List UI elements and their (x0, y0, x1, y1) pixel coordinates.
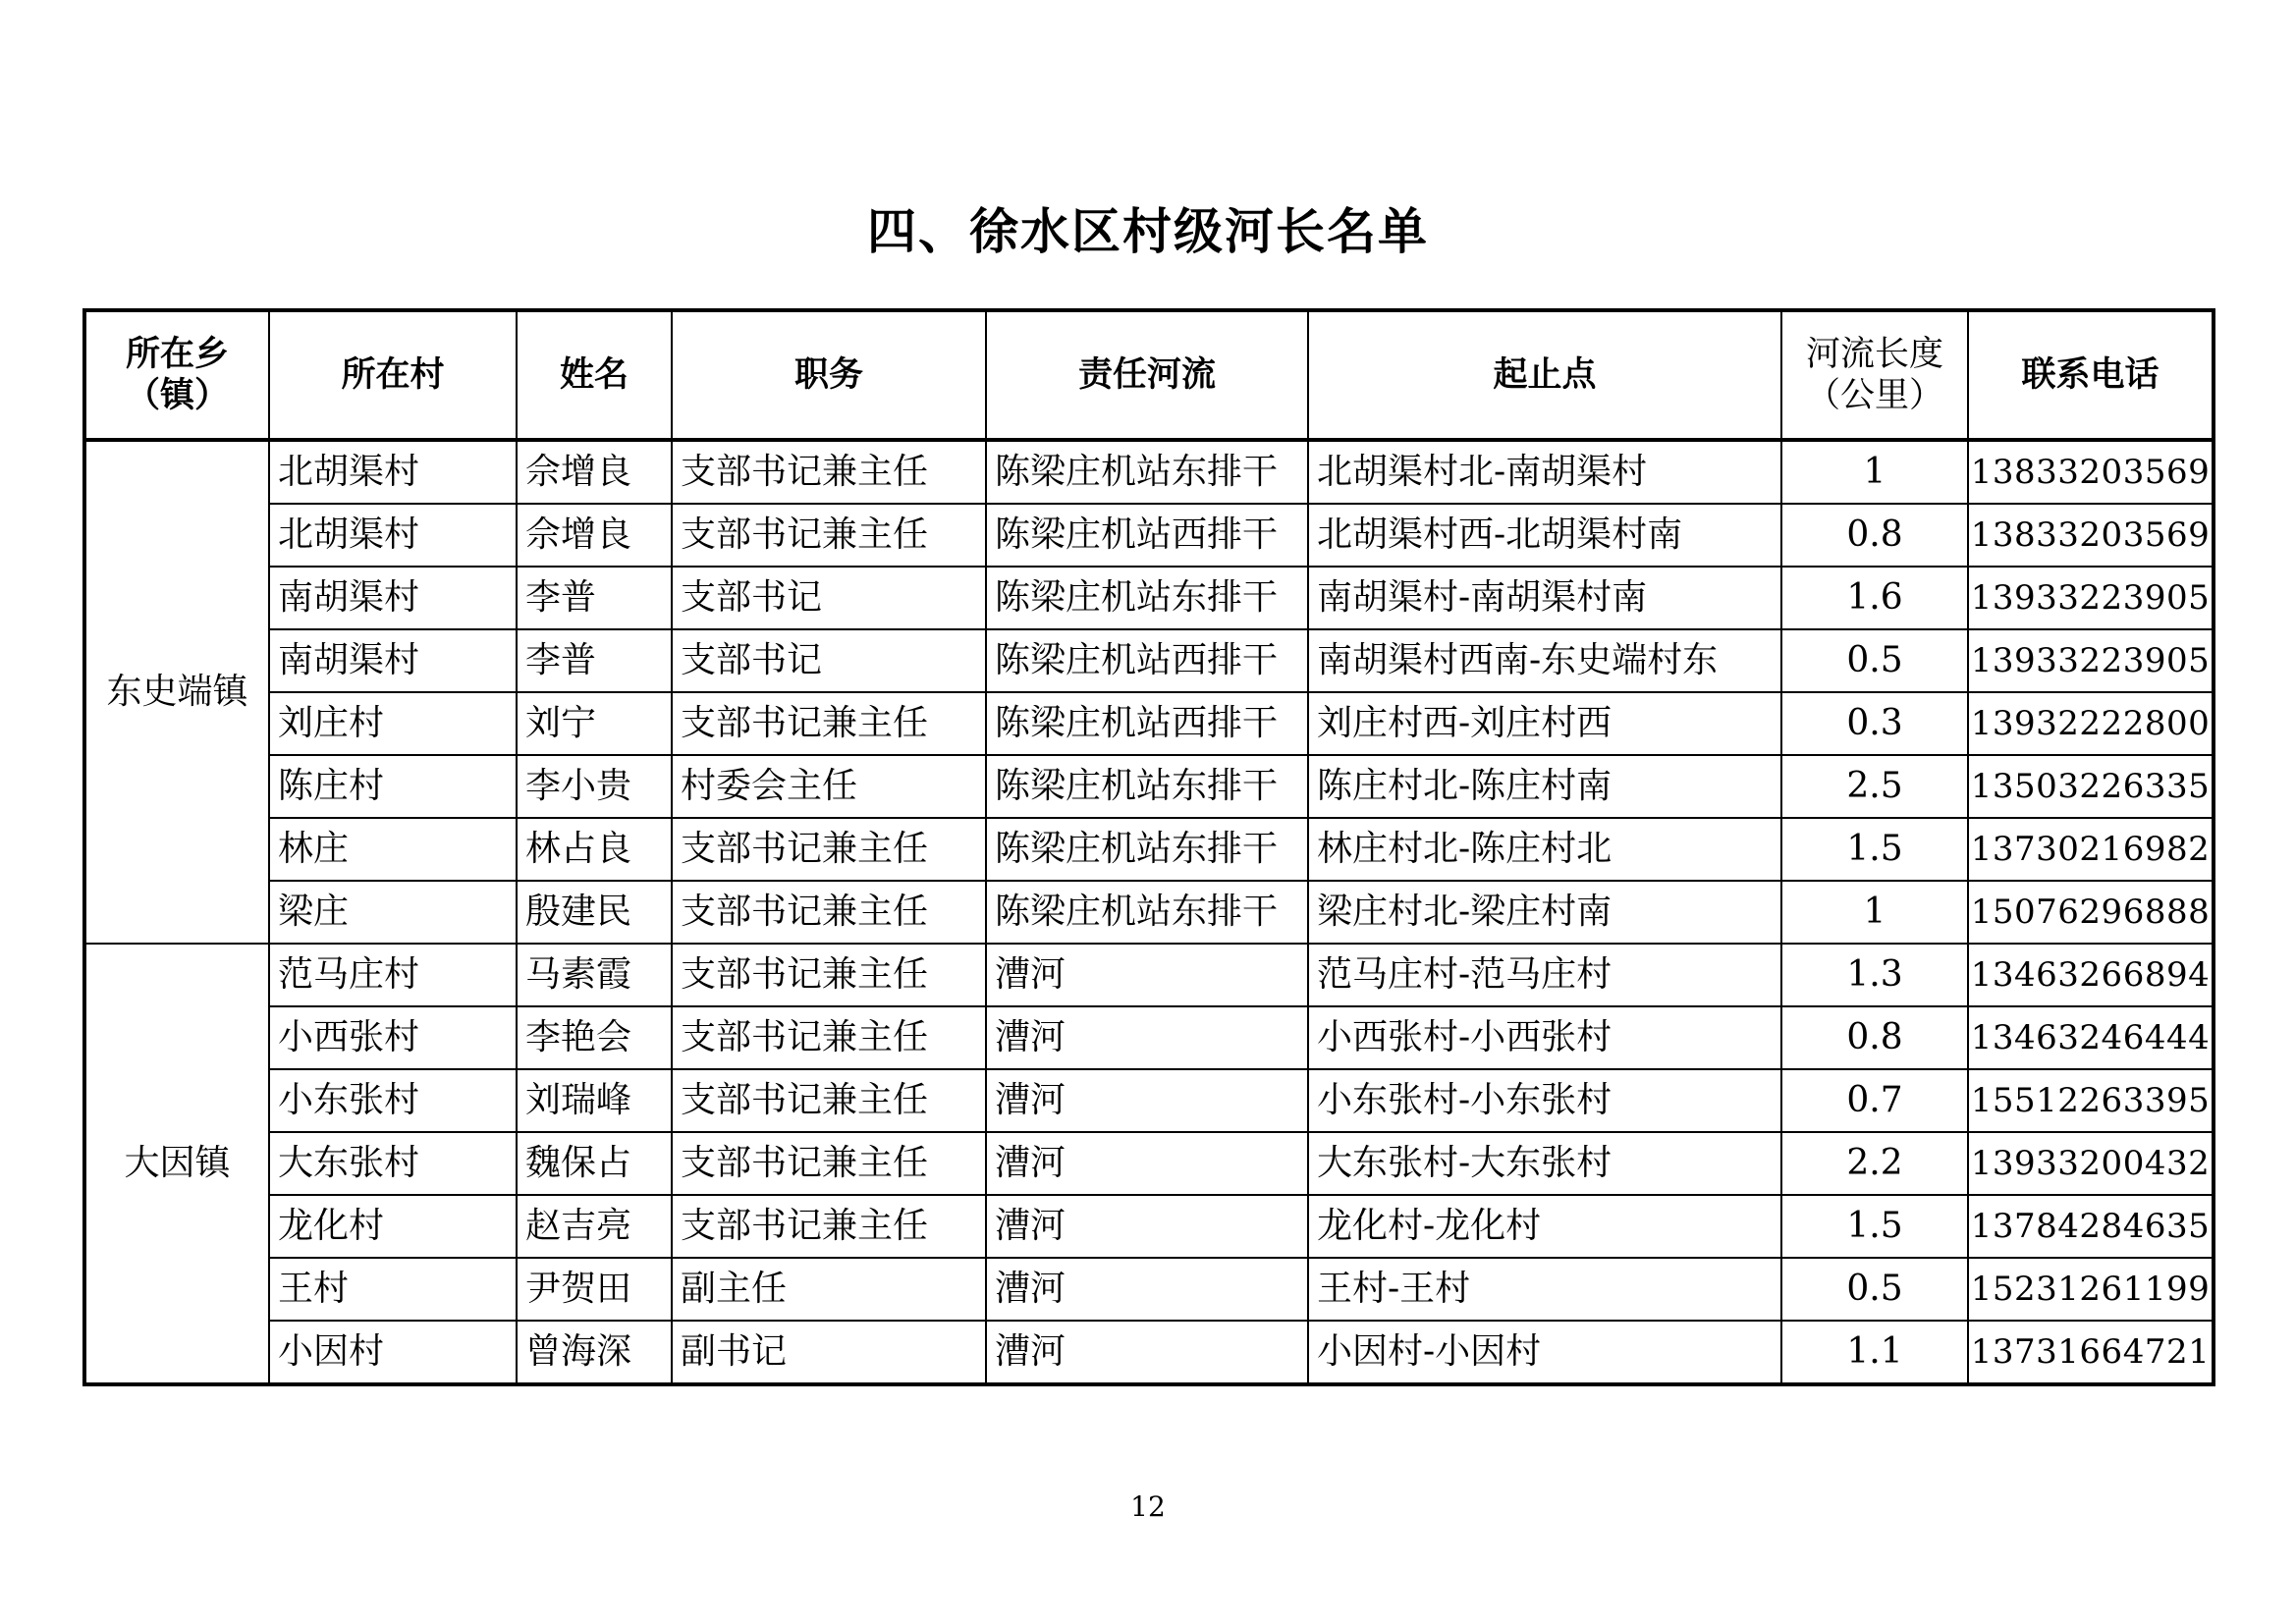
table-row (84, 818, 2214, 881)
cell-length: 0.5 (1781, 1258, 1968, 1321)
header-township-line1: 所在乡 (125, 335, 229, 374)
cell-start-end: 北胡渠村西-北胡渠村南 (1308, 504, 1781, 567)
cell-position: 支部书记兼主任 (672, 1069, 986, 1132)
table-row (84, 1132, 2214, 1195)
header-length (1781, 310, 1968, 440)
cell-position: 支部书记 (672, 567, 986, 629)
cell-phone: 15512263395 (1968, 1069, 2214, 1132)
cell-river: 陈梁庄机站东排干 (986, 881, 1308, 944)
cell-length: 1 (1781, 881, 1968, 944)
river-chief-table (82, 308, 2215, 1386)
cell-start-end: 小东张村-小东张村 (1308, 1069, 1781, 1132)
cell-village: 陈庄村 (269, 755, 517, 818)
cell-position: 支部书记 (672, 629, 986, 692)
cell-start-end: 大东张村-大东张村 (1308, 1132, 1781, 1195)
header-phone: 联系电话 (1968, 310, 2214, 440)
table-row (84, 629, 2214, 692)
cell-length: 1.6 (1781, 567, 1968, 629)
cell-start-end: 小西张村-小西张村 (1308, 1006, 1781, 1069)
cell-name: 林占良 (517, 818, 672, 881)
cell-position: 副书记 (672, 1321, 986, 1384)
cell-start-end: 林庄村北-陈庄村北 (1308, 818, 1781, 881)
page-title: 四、徐水区村级河长名单 (867, 203, 1429, 260)
cell-river: 陈梁庄机站东排干 (986, 755, 1308, 818)
table-row (84, 1258, 2214, 1321)
cell-phone: 15231261199 (1968, 1258, 2214, 1321)
cell-start-end: 小因村-小因村 (1308, 1321, 1781, 1384)
header-position: 职务 (672, 310, 986, 440)
table-row (84, 1069, 2214, 1132)
cell-start-end: 范马庄村-范马庄村 (1308, 944, 1781, 1006)
cell-river: 漕河 (986, 1069, 1308, 1132)
cell-phone: 13933200432 (1968, 1132, 2214, 1195)
cell-phone: 13833203569 (1968, 440, 2214, 504)
cell-name: 佘增良 (517, 504, 672, 567)
cell-start-end: 北胡渠村北-南胡渠村 (1308, 440, 1781, 504)
cell-phone: 13463246444 (1968, 1006, 2214, 1069)
cell-village: 小西张村 (269, 1006, 517, 1069)
cell-village: 范马庄村 (269, 944, 517, 1006)
cell-start-end: 南胡渠村-南胡渠村南 (1308, 567, 1781, 629)
cell-river: 陈梁庄机站西排干 (986, 629, 1308, 692)
cell-start-end: 梁庄村北-梁庄村南 (1308, 881, 1781, 944)
cell-position: 支部书记兼主任 (672, 504, 986, 567)
cell-length: 0.8 (1781, 1006, 1968, 1069)
cell-length: 2.5 (1781, 755, 1968, 818)
cell-village: 小因村 (269, 1321, 517, 1384)
table-row (84, 1195, 2214, 1258)
cell-village: 梁庄 (269, 881, 517, 944)
cell-village: 南胡渠村 (269, 567, 517, 629)
header-length-line2: （公里） (1805, 376, 1943, 415)
cell-river: 漕河 (986, 1258, 1308, 1321)
header-name: 姓名 (517, 310, 672, 440)
cell-village: 龙化村 (269, 1195, 517, 1258)
table-header-row (84, 310, 2214, 440)
header-township (84, 310, 269, 440)
cell-name: 刘瑞峰 (517, 1069, 672, 1132)
cell-river: 漕河 (986, 1195, 1308, 1258)
cell-river: 陈梁庄机站西排干 (986, 504, 1308, 567)
cell-start-end: 王村-王村 (1308, 1258, 1781, 1321)
cell-village: 林庄 (269, 818, 517, 881)
cell-length: 0.8 (1781, 504, 1968, 567)
cell-name: 殷建民 (517, 881, 672, 944)
cell-name: 尹贺田 (517, 1258, 672, 1321)
table-row (84, 440, 2214, 504)
cell-phone: 13730216982 (1968, 818, 2214, 881)
table-row (84, 504, 2214, 567)
cell-position: 支部书记兼主任 (672, 692, 986, 755)
cell-name: 李小贵 (517, 755, 672, 818)
cell-village: 北胡渠村 (269, 504, 517, 567)
cell-village: 刘庄村 (269, 692, 517, 755)
cell-position: 支部书记兼主任 (672, 1132, 986, 1195)
cell-name: 李普 (517, 567, 672, 629)
cell-position: 支部书记兼主任 (672, 1006, 986, 1069)
cell-river: 漕河 (986, 1132, 1308, 1195)
cell-length: 0.5 (1781, 629, 1968, 692)
cell-position: 支部书记兼主任 (672, 881, 986, 944)
cell-river: 漕河 (986, 1321, 1308, 1384)
cell-river: 漕河 (986, 1006, 1308, 1069)
cell-length: 1.5 (1781, 1195, 1968, 1258)
table-row (84, 755, 2214, 818)
header-river: 责任河流 (986, 310, 1308, 440)
cell-phone: 15076296888 (1968, 881, 2214, 944)
cell-length: 1.3 (1781, 944, 1968, 1006)
table-row (84, 567, 2214, 629)
cell-phone: 13731664721 (1968, 1321, 2214, 1384)
cell-village: 大东张村 (269, 1132, 517, 1195)
cell-phone: 13933223905 (1968, 567, 2214, 629)
cell-phone: 13833203569 (1968, 504, 2214, 567)
cell-start-end: 刘庄村西-刘庄村西 (1308, 692, 1781, 755)
cell-length: 1.1 (1781, 1321, 1968, 1384)
header-start-end: 起止点 (1308, 310, 1781, 440)
header-length-line1: 河流长度 (1805, 335, 1943, 374)
cell-position: 支部书记兼主任 (672, 1195, 986, 1258)
page-number: 12 (1130, 1490, 1166, 1523)
cell-name: 赵吉亮 (517, 1195, 672, 1258)
cell-position: 支部书记兼主任 (672, 944, 986, 1006)
cell-start-end: 南胡渠村西南-东史端村东 (1308, 629, 1781, 692)
cell-township: 东史端镇 (84, 440, 269, 944)
cell-length: 2.2 (1781, 1132, 1968, 1195)
cell-name: 曾海深 (517, 1321, 672, 1384)
cell-name: 魏保占 (517, 1132, 672, 1195)
header-village: 所在村 (269, 310, 517, 440)
cell-village: 王村 (269, 1258, 517, 1321)
cell-phone: 13932222800 (1968, 692, 2214, 755)
cell-river: 漕河 (986, 944, 1308, 1006)
cell-phone: 13463266894 (1968, 944, 2214, 1006)
cell-river: 陈梁庄机站东排干 (986, 818, 1308, 881)
table-row (84, 1006, 2214, 1069)
cell-river: 陈梁庄机站西排干 (986, 692, 1308, 755)
table-row (84, 692, 2214, 755)
cell-river: 陈梁庄机站东排干 (986, 440, 1308, 504)
cell-name: 佘增良 (517, 440, 672, 504)
cell-phone: 13784284635 (1968, 1195, 2214, 1258)
cell-village: 北胡渠村 (269, 440, 517, 504)
cell-name: 李普 (517, 629, 672, 692)
table-row (84, 944, 2214, 1006)
cell-length: 1 (1781, 440, 1968, 504)
cell-township: 大因镇 (84, 944, 269, 1384)
cell-phone: 13503226335 (1968, 755, 2214, 818)
table-body (84, 440, 2214, 1384)
cell-position: 村委会主任 (672, 755, 986, 818)
cell-position: 副主任 (672, 1258, 986, 1321)
cell-length: 0.3 (1781, 692, 1968, 755)
table-row (84, 881, 2214, 944)
cell-phone: 13933223905 (1968, 629, 2214, 692)
table-row (84, 1321, 2214, 1384)
cell-position: 支部书记兼主任 (672, 440, 986, 504)
cell-name: 刘宁 (517, 692, 672, 755)
cell-length: 0.7 (1781, 1069, 1968, 1132)
cell-village: 小东张村 (269, 1069, 517, 1132)
header-township-line2: （镇） (125, 376, 229, 415)
cell-river: 陈梁庄机站东排干 (986, 567, 1308, 629)
cell-start-end: 陈庄村北-陈庄村南 (1308, 755, 1781, 818)
cell-village: 南胡渠村 (269, 629, 517, 692)
cell-start-end: 龙化村-龙化村 (1308, 1195, 1781, 1258)
cell-position: 支部书记兼主任 (672, 818, 986, 881)
cell-name: 马素霞 (517, 944, 672, 1006)
cell-length: 1.5 (1781, 818, 1968, 881)
cell-name: 李艳会 (517, 1006, 672, 1069)
